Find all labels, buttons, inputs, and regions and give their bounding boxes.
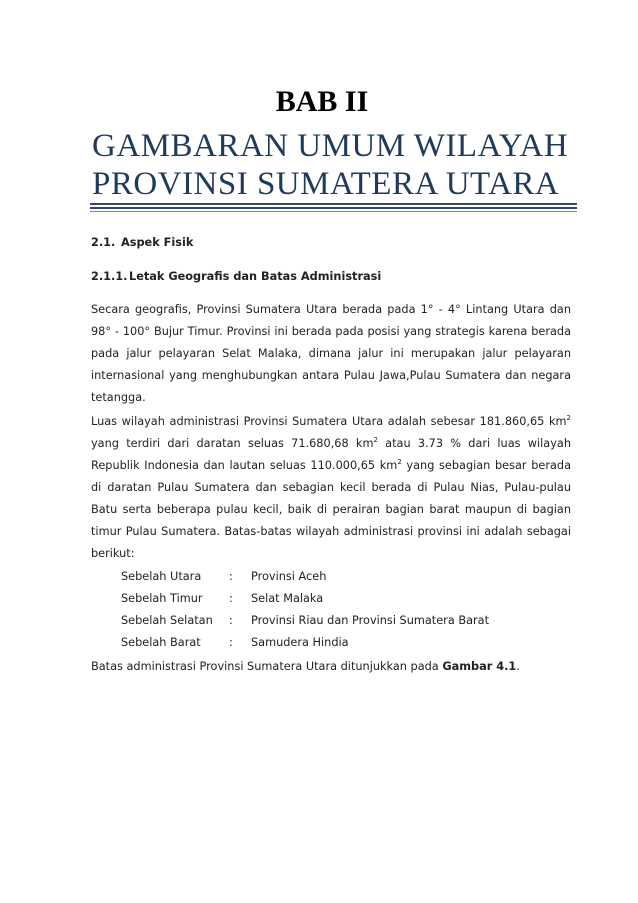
document-body — [91, 235, 571, 678]
text-run: yang terdiri dari daratan seluas 71.680,68 km — [91, 437, 374, 450]
section-heading — [91, 235, 571, 251]
boundary-value: Samudera Hindia — [251, 636, 349, 649]
section-title: Aspek Fisik — [121, 236, 194, 249]
paragraph-geography: Secara geografis, Provinsi Sumatera Utara berada pada 1° - 4° Lintang Utara dan 98° - 100° Bujur Timur. Provinsi ini berada pada posisi yang strategis karena berada pada jalur pelayaran Selat Malaka, dimana jalur ini merupakan jalur pelayaran internasional yang menghubungkan antara Pulau Jawa,Pulau Sumatera dan negara tetangga. — [91, 303, 571, 404]
boundary-list — [121, 566, 571, 654]
title-divider — [90, 203, 577, 214]
boundary-direction: Sebelah Barat — [121, 636, 201, 649]
boundary-item — [121, 610, 571, 632]
chapter-number: BAB II — [275, 85, 369, 118]
divider-line — [90, 203, 577, 205]
boundary-item — [121, 588, 571, 610]
text-run: . — [516, 660, 520, 673]
figure-reference: Gambar 4.1 — [442, 660, 517, 673]
boundary-item — [121, 566, 571, 588]
chapter-title-line-2: PROVINSI SUMATERA UTARA — [92, 166, 560, 202]
boundary-item — [121, 632, 571, 654]
boundary-direction: Sebelah Timur — [121, 592, 203, 605]
section-number: 2.1. — [91, 236, 116, 249]
boundary-separator: : — [229, 636, 233, 649]
divider-line — [90, 211, 577, 212]
boundary-value: Provinsi Riau dan Provinsi Sumatera Barat — [251, 614, 490, 627]
boundary-separator: : — [229, 592, 233, 605]
paragraph-area — [91, 411, 571, 565]
chapter-title-line-1: GAMBARAN UMUM WILAYAH — [92, 128, 569, 164]
subsection-title: Letak Geografis dan Batas Administrasi — [129, 270, 382, 283]
boundary-separator: : — [229, 614, 233, 627]
text-run: Batas administrasi Provinsi Sumatera Utara ditunjukkan pada — [91, 660, 443, 673]
text-run: Luas wilayah administrasi Provinsi Sumatera Utara adalah sebesar 181.860,65 km — [91, 415, 567, 428]
boundary-value: Selat Malaka — [251, 592, 324, 605]
boundary-value: Provinsi Aceh — [251, 570, 327, 583]
subsection-heading — [91, 269, 571, 285]
boundary-direction: Sebelah Utara — [121, 570, 202, 583]
superscript: 2 — [397, 458, 402, 467]
subsection-number: 2.1.1. — [91, 270, 128, 283]
text-run: yang sebagian besar berada di daratan Pulau Sumatera dan sebagian kecil berada di Pulau Nias, Pulau-pulau Batu serta beberapa pulau kecil, baik di perairan bagian barat maupun di bagian timur Pulau Sumatera. Batas-batas wilayah administrasi provinsi ini adalah sebagai berikut: — [91, 459, 571, 560]
superscript: 2 — [566, 414, 571, 423]
chapter-title — [92, 127, 572, 203]
superscript: 2 — [373, 436, 378, 445]
paragraph-figure-reference — [91, 656, 571, 678]
boundary-direction: Sebelah Selatan — [121, 614, 213, 627]
divider-line — [90, 207, 577, 209]
boundary-separator: : — [229, 570, 233, 583]
text-run: atau 3.73 % dari luas wilayah Republik Indonesia dan lautan seluas 110.000,65 km — [91, 437, 571, 472]
